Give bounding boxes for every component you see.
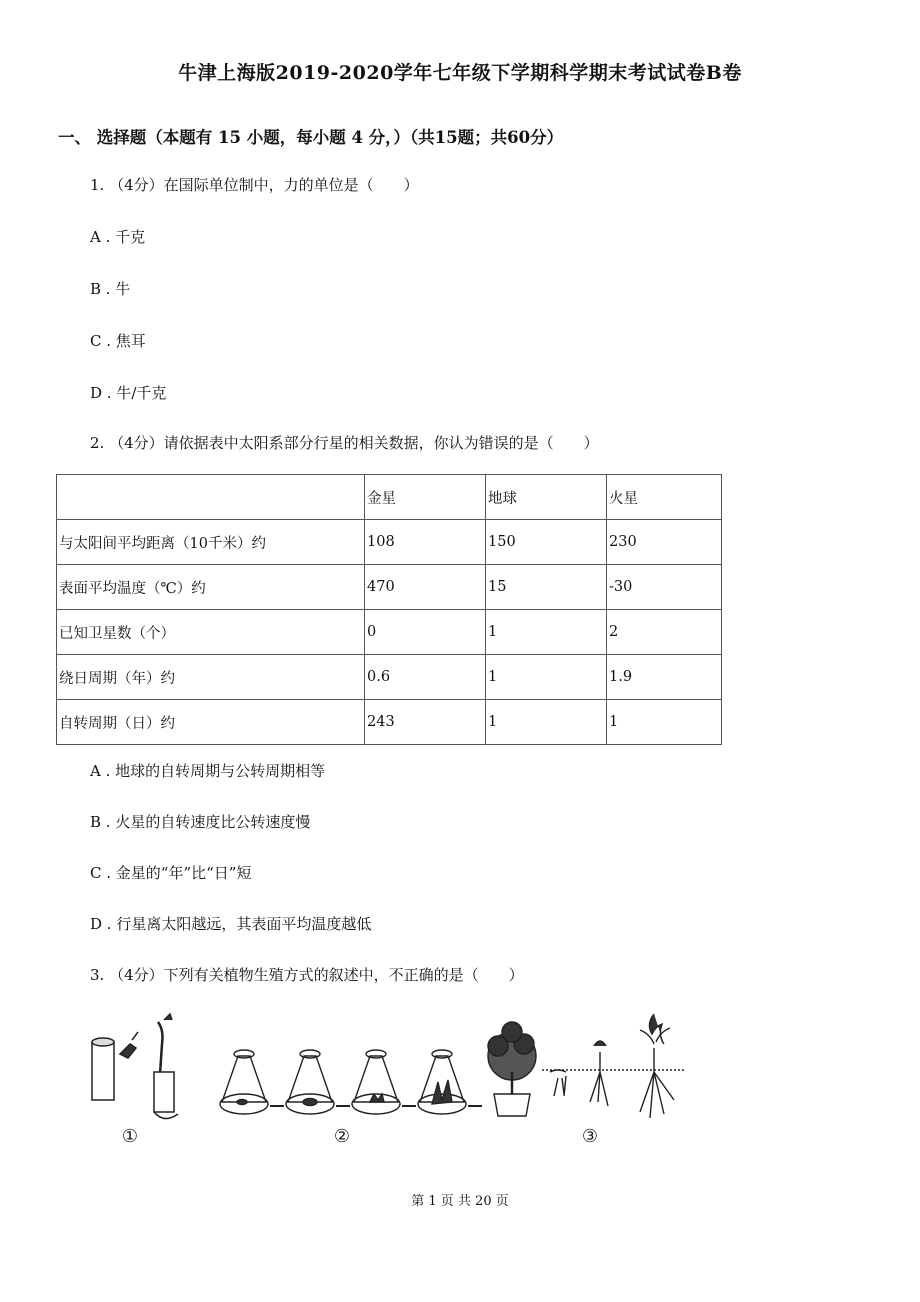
table-row bbox=[57, 520, 722, 565]
root-propagation-illustration bbox=[542, 1014, 684, 1118]
table-cell: 1 bbox=[607, 700, 722, 745]
question-2-option-a: A . 地球的自转周期与公转周期相等 bbox=[90, 762, 326, 780]
table-cell: 0.6 bbox=[365, 655, 486, 700]
question-1-stem: 1. （4分）在国际单位制中，力的单位是（ ） bbox=[90, 176, 419, 194]
question-2-option-c: C . 金星的“年”比“日”短 bbox=[90, 864, 252, 882]
question-2-stem: 2. （4分）请依据表中太阳系部分行星的相关数据，你认为错误的是（ ） bbox=[90, 434, 599, 452]
table-cell: 1 bbox=[486, 655, 607, 700]
table-cell: 表面平均温度（℃）约 bbox=[57, 565, 365, 610]
table-cell: 150 bbox=[486, 520, 607, 565]
planet-data-table bbox=[56, 474, 722, 745]
question-2-option-d: D . 行星离太阳越远，其表面平均温度越低 bbox=[90, 915, 372, 933]
figure-label-2: ② bbox=[333, 1126, 351, 1147]
table-cell: 与太阳间平均距离（10千米）约 bbox=[57, 520, 365, 565]
table-cell: 绕日周期（年）约 bbox=[57, 655, 365, 700]
section-heading: 一、 选择题（本题有 15 小题，每小题 4 分，）（共15题；共60分） bbox=[58, 128, 564, 147]
question-1-option-d: D . 牛/千克 bbox=[90, 384, 167, 402]
table-cell: 0 bbox=[365, 610, 486, 655]
page-title: 牛津上海版2019-2020学年七年级下学期科学期末考试试卷B卷 bbox=[178, 62, 742, 84]
table-cell: 金星 bbox=[365, 475, 486, 520]
table-cell: 15 bbox=[486, 565, 607, 610]
table-cell: 243 bbox=[365, 700, 486, 745]
table-cell: 2 bbox=[607, 610, 722, 655]
table-cell: 470 bbox=[365, 565, 486, 610]
table-row bbox=[57, 610, 722, 655]
question-2-option-b: B . 火星的自转速度比公转速度慢 bbox=[90, 813, 311, 831]
table-row bbox=[57, 565, 722, 610]
question-1-option-c: C . 焦耳 bbox=[90, 332, 146, 350]
table-cell: -30 bbox=[607, 565, 722, 610]
table-cell: 地球 bbox=[486, 475, 607, 520]
table-cell: 108 bbox=[365, 520, 486, 565]
table-cell: 230 bbox=[607, 520, 722, 565]
tissue-culture-illustration bbox=[220, 1022, 536, 1116]
question-1-option-b: B . 牛 bbox=[90, 280, 131, 298]
table-row bbox=[57, 700, 722, 745]
question-1-option-a: A . 千克 bbox=[90, 228, 146, 246]
table-cell: 1 bbox=[486, 700, 607, 745]
table-cell bbox=[57, 475, 365, 520]
table-cell: 已知卫星数（个） bbox=[57, 610, 365, 655]
plant-reproduction-figure bbox=[80, 1012, 700, 1152]
figure-label-1: ① bbox=[121, 1126, 139, 1147]
table-cell: 火星 bbox=[607, 475, 722, 520]
table-row bbox=[57, 655, 722, 700]
grafting-illustration bbox=[92, 1014, 178, 1119]
table-cell: 1 bbox=[486, 610, 607, 655]
table-cell: 1.9 bbox=[607, 655, 722, 700]
figure-label-3: ③ bbox=[581, 1126, 599, 1147]
table-cell: 自转周期（日）约 bbox=[57, 700, 365, 745]
table-header-row bbox=[57, 475, 722, 520]
page-footer: 第 1 页 共 20 页 bbox=[411, 1194, 509, 1209]
question-3-stem: 3. （4分）下列有关植物生殖方式的叙述中，不正确的是（ ） bbox=[90, 966, 524, 984]
